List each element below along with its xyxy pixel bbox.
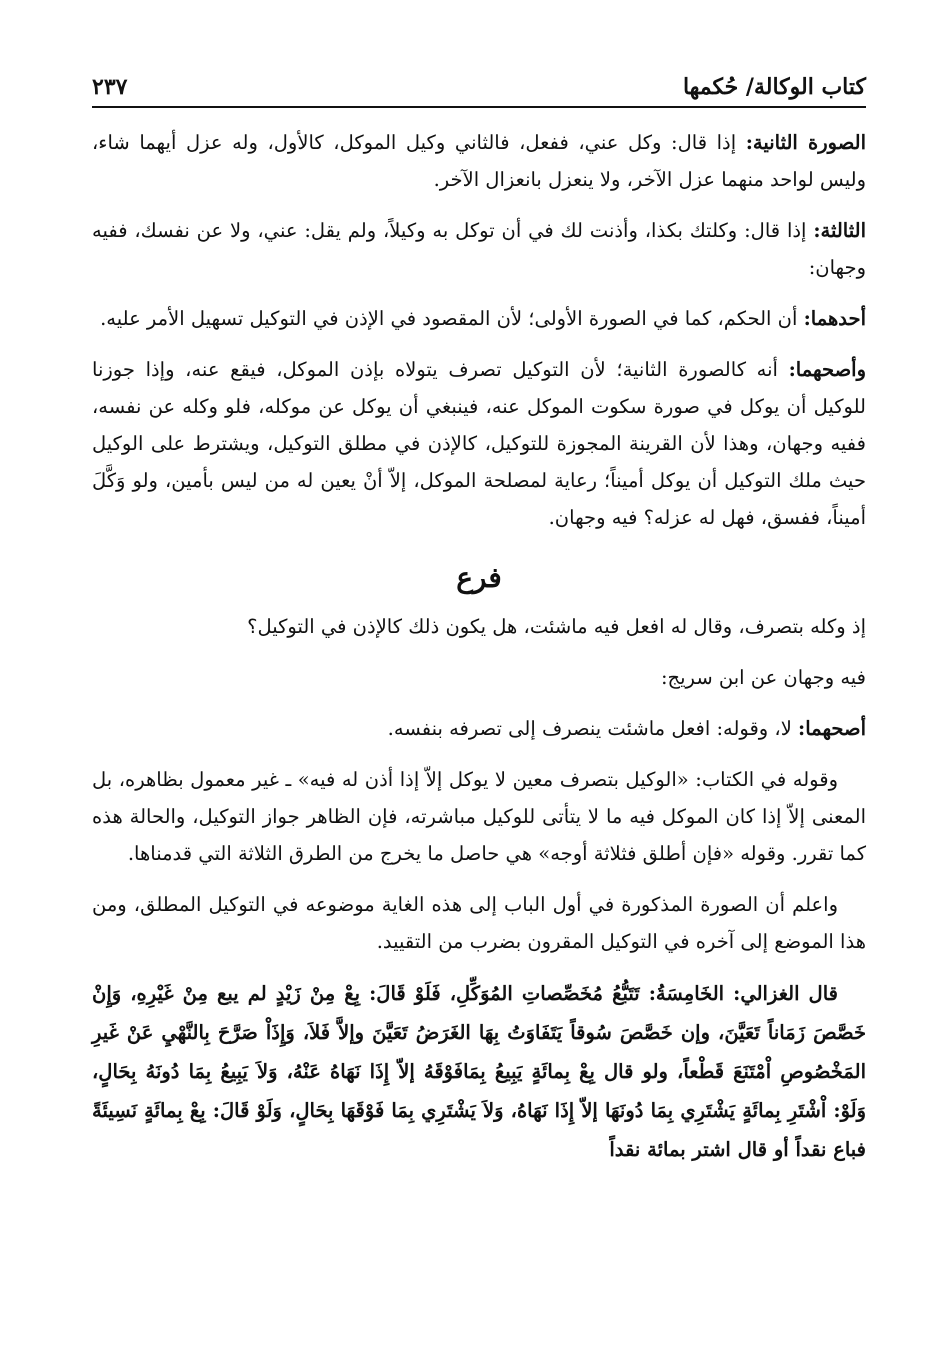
book-page (92, 58, 866, 1183)
quoted-text: قال الغزالي: الخَامِسَةُ: تَتَبُّعُ مُخَصِّصاتِ المُوَكِّلِ، فَلَوْ قَالَ: بِعْ مِنْ زَيْدٍ لم يبع مِنْ غَيْرِهِ، وَإِنْ خَصَّصَ زَمَاناً تَعَيَّنَ، وإن خَصَّصَ سُوقاً يَتَفَاوَتُ بِهَا الغَرَضُ تَعَيَّنَ وإلاَّ فَلاَ، وَإِذَاْ صَرَّحَ بِالنَّهْيِ عَنْ غَيرِ المَخْصُوصِ اْمْتَنَعَ قَطْعاً، ولو قال بِعْ بِمائَةٍ يَبِيعُ بِمَافَوْقَهُ إلاّ إِذَا نَهَاهُ عَنْهُ، وَلاَ يَبِيعُ بِمَا دُونَهُ بِحَالٍ، وَلَوْ: اْشْتَرِ بِمائَةٍ يَشْتَرِي بِمَا دُونَهَا إلاّ إِذَا نَهَاهُ، وَلاَ يَشْتَرِي بِمَا فَوْقَهَا بِحَالٍ، وَلَوْ قَالَ: بِعْ بِمائَةٍ نَسِيئَةً فباع نقداً أو قال اشتر بمائة نقداً (92, 982, 866, 1161)
page-body (92, 124, 866, 1169)
paragraph-text: واعلم أن الصورة المذكورة في أول الباب إلى هذه الغاية موضوعه في التوكيل المطلق، ومن هذا الموضع إلى آخره في التوكيل المقرون بضرب من التقييد. (92, 893, 866, 953)
paragraph-lead: وأصحهما: (788, 358, 866, 381)
paragraph (92, 212, 866, 286)
paragraph-text: إذا قال: وكل عني، ففعل، فالثاني وكيل الموكل، كالأول، وله عزل أيهما شاء، وليس لواحد منهما عزل الآخر، ولا ينعزل بانعزال الآخر. (92, 131, 866, 191)
paragraph-text: أنه كالصورة الثانية؛ لأن التوكيل تصرف يتولاه بإذن الموكل، فيقع عنه، وإذا جوزنا للوكيل أن يوكل في صورة سكوت الموكل عنه، فينبغي أن يوكل عن موكله، فلو وكله عن نفسه، ففيه وجهان، وهذا لأن القرينة المجوزة للتوكيل، كالإذن في مطلق التوكيل، ويشترط على الوكيل حيث ملك التوكيل أن يوكل أميناً؛ رعاية لمصلحة الموكل، إلاّ أنْ يعين له من ليس بأمين، ولو وَكَّلَ أميناً، ففسق، فهل له عزله؟ فيه وجهان. (92, 358, 866, 529)
paragraph-text: وقوله في الكتاب: «الوكيل بتصرف معين لا يوكل إلاّ إذا أذن له فيه» ـ غير معمول بظاهره، بل المعنى إلاّ إذا كان الموكل فيه ما لا يتأتى للوكيل مباشرته، فإن الظاهر جواز التوكيل، والحالة هذه كما تقرر. وقوله «فإن أطلق فثلاثة أوجه» هي حاصل ما يخرج من الطرق الثلاثة التي قدمناها. (92, 768, 866, 865)
paragraph-lead: الصورة الثانية: (745, 131, 866, 154)
paragraph-lead: أصحهما: (798, 717, 866, 740)
page-header (92, 58, 866, 108)
paragraph (92, 659, 866, 696)
paragraph-text: إذ وكله بتصرف، وقال له افعل فيه ماشئت، هل يكون ذلك كالإذن في التوكيل؟ (247, 615, 866, 638)
running-title: كتاب الوكالة/ حُكمها (682, 74, 866, 100)
paragraph-text: أن الحكم، كما في الصورة الأولى؛ لأن المقصود في الإذن في التوكيل تسهيل الأمر عليه. (100, 307, 804, 330)
paragraph-lead: الثالثة: (813, 219, 866, 242)
paragraph (92, 710, 866, 747)
paragraph (92, 761, 866, 872)
page-number: ٢٣٧ (92, 74, 128, 100)
paragraph (92, 300, 866, 337)
paragraph-text: فيه وجهان عن ابن سريج: (660, 666, 866, 689)
paragraph (92, 608, 866, 645)
paragraph-text: لا، وقوله: افعل ماشئت ينصرف إلى تصرفه بنفسه. (387, 717, 799, 740)
paragraph (92, 886, 866, 960)
paragraph-text: إذا قال: وكلتك بكذا، وأذنت لك في أن توكل به وكيلاً، ولم يقل: عني، ولا عن نفسك، ففيه وجهان: (92, 219, 866, 279)
paragraph-lead: أحدهما: (803, 307, 866, 330)
paragraph (92, 124, 866, 198)
section-heading: فرع (456, 561, 502, 594)
paragraph (92, 351, 866, 536)
